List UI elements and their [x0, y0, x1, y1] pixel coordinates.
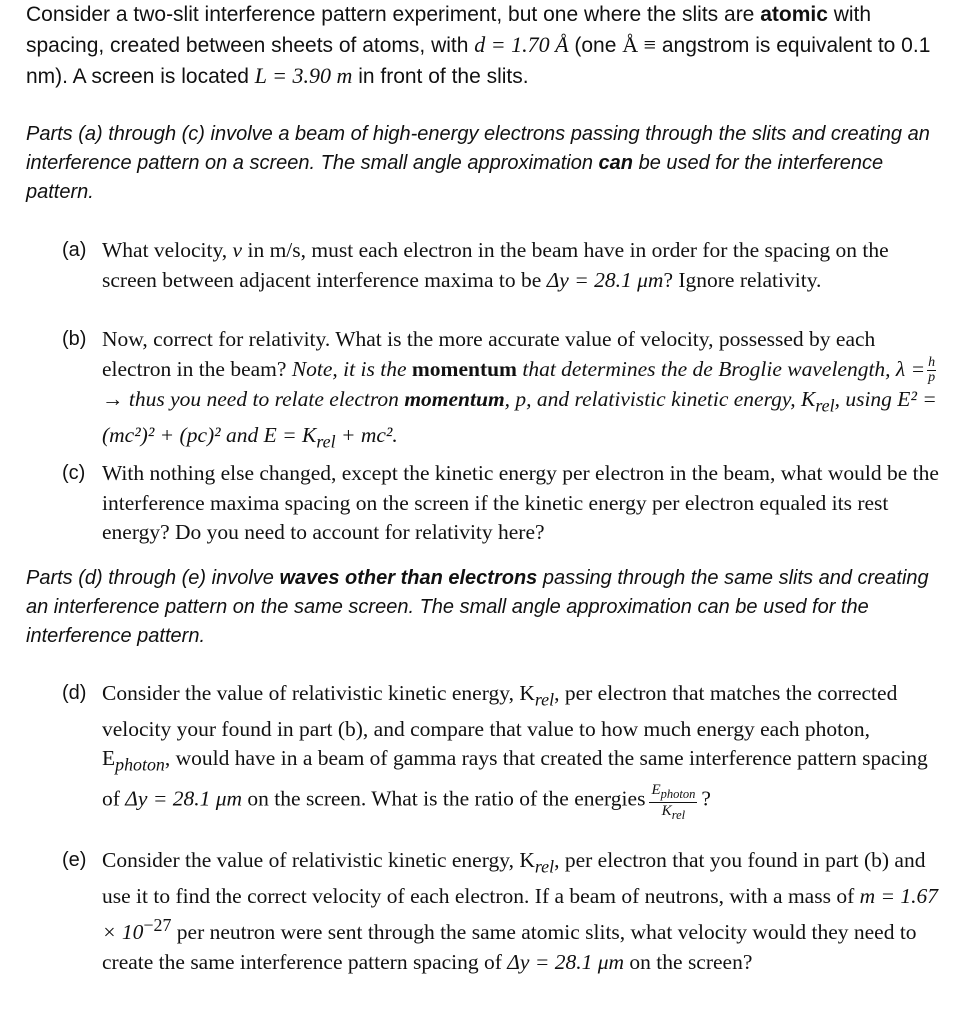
part-e-text-2: , per electron that you found in part (b) and use it to find the correct velocity of each electron. If a beam of neutrons, with a mass of	[102, 848, 926, 908]
note2-bold: waves other than electrons	[279, 567, 538, 589]
part-e	[62, 846, 942, 977]
part-d-label: (d)	[62, 682, 87, 704]
section-note-electrons	[26, 120, 941, 207]
part-b-text-7: + mc².	[335, 422, 398, 447]
intro-text-2: with spacing, created between sheets of atoms, with	[26, 3, 872, 57]
part-c-text: With nothing else changed, except the kinetic energy per electron in the beam, what would be the interference maxima spacing on the screen if the kinetic energy per electron equaled its rest energy? Do you need to account for relativity here?	[102, 461, 939, 544]
part-b-text	[102, 325, 942, 457]
part-b-text-4: → thus you need to relate electron	[102, 387, 405, 412]
part-b-bold-momentum-2: momentum	[404, 387, 505, 412]
note1-text-1: Parts (a) through (c) involve a beam of high-energy electrons passing through the slits and creating an interference pattern on a screen. The small angle approximation	[26, 123, 930, 174]
note2-text-2: passing through the same slits and creating an interference pattern on the same screen. The small angle approximation can be used for the interference pattern.	[26, 567, 929, 647]
fraction-numerator: h	[928, 355, 936, 371]
part-e-text-1: Consider the value of relativistic kinetic energy, K	[102, 848, 535, 872]
ratio-numerator-symbol: E	[651, 782, 661, 799]
intro-text-3: (one	[568, 34, 623, 57]
subscript-rel: rel	[534, 856, 555, 877]
part-b-label: (b)	[62, 328, 87, 350]
part-b-bold-momentum-1: momentum	[411, 356, 517, 381]
neutron-mass-exponent: −27	[143, 915, 172, 936]
ratio-denominator-symbol: K	[661, 803, 672, 820]
part-a	[62, 236, 942, 295]
part-e-text-3: per neutron were sent through the same atomic slits, what velocity would they need to create the same interference pattern spacing of	[102, 920, 917, 974]
part-a-label: (a)	[62, 239, 87, 261]
intro-text-5: in front of the slits.	[352, 65, 529, 88]
neutron-mass-value: m = 1.67 × 10	[102, 883, 939, 945]
section-note-other-waves	[26, 564, 941, 651]
intro-bold-atomic: atomic	[760, 3, 828, 26]
subscript-rel: rel	[316, 431, 336, 452]
note2-text-1: Parts (d) through (e) involve	[26, 567, 280, 589]
ratio-denominator	[649, 803, 697, 823]
part-e-text	[102, 846, 942, 977]
part-b-text-3: that determines the de Broglie wavelength, λ =	[516, 356, 926, 381]
part-d-text-1: Consider the value of relativistic kinetic energy, K	[102, 681, 535, 705]
spacing-value: Δy = 28.1 μm	[507, 949, 625, 974]
ratio-denominator-sub: rel	[671, 808, 686, 823]
subscript-photon: photon	[115, 754, 165, 775]
part-d-text-2: , per electron that matches the corrected velocity your found in part (b), and compare that value to how much energy each photon, E	[102, 681, 898, 771]
part-b-text-6: , using E² = (mc²)² + (pc)² and E = K	[102, 387, 937, 447]
part-a-text	[102, 236, 942, 295]
slit-spacing-value: d = 1.70 Å	[474, 32, 569, 57]
ratio-numerator-sub: photon	[660, 787, 696, 802]
subscript-rel: rel	[534, 689, 555, 710]
subscript-rel: rel	[815, 395, 835, 416]
screen-distance-value: L = 3.90 m	[254, 63, 353, 88]
note1-text-2: be used for the interference pattern.	[26, 152, 884, 203]
part-d-text-3: , would have in a beam of gamma rays that created the same interference pattern spacing of	[102, 746, 928, 811]
part-d	[62, 679, 942, 821]
de-broglie-fraction	[927, 356, 936, 385]
part-a-text-1: What velocity,	[102, 238, 233, 262]
angstrom-definition: Å ≡	[622, 32, 657, 57]
part-a-text-3: ? Ignore relativity.	[663, 267, 822, 292]
part-b-text-5: , p, and relativistic kinetic energy, K	[504, 387, 816, 412]
fraction-denominator: p	[928, 370, 936, 386]
spacing-value: Δy = 28.1 μm	[125, 786, 243, 811]
part-c-label: (c)	[62, 462, 86, 484]
part-a-text-2: in m/s, must each electron in the beam have in order for the spacing on the screen between adjacent interference maxima to be	[102, 238, 889, 292]
intro-text-4: angstrom is equivalent to 0.1 nm). A screen is located	[26, 34, 931, 88]
ratio-numerator	[649, 782, 697, 803]
part-d-text-5: ?	[701, 786, 711, 811]
part-d-text	[102, 679, 942, 821]
part-b-text-2: Note, it is the	[291, 356, 412, 381]
part-b	[62, 325, 942, 457]
part-e-label: (e)	[62, 849, 87, 871]
part-b-text-1: Now, correct for relativity. What is the more accurate value of velocity, possessed by each electron in the beam?	[102, 327, 876, 381]
velocity-symbol: v	[232, 238, 243, 262]
intro-text-1: Consider a two-slit interference pattern experiment, but one where the slits are	[26, 3, 761, 26]
part-c	[62, 459, 942, 548]
energy-ratio-fraction	[649, 782, 697, 823]
part-e-text-4: on the screen?	[624, 949, 753, 974]
note1-bold-can: can	[598, 152, 634, 174]
spacing-value: Δy = 28.1 μm	[546, 267, 664, 292]
problem-intro	[26, 0, 941, 92]
part-d-text-4: on the screen. What is the ratio of the energies	[242, 786, 646, 811]
